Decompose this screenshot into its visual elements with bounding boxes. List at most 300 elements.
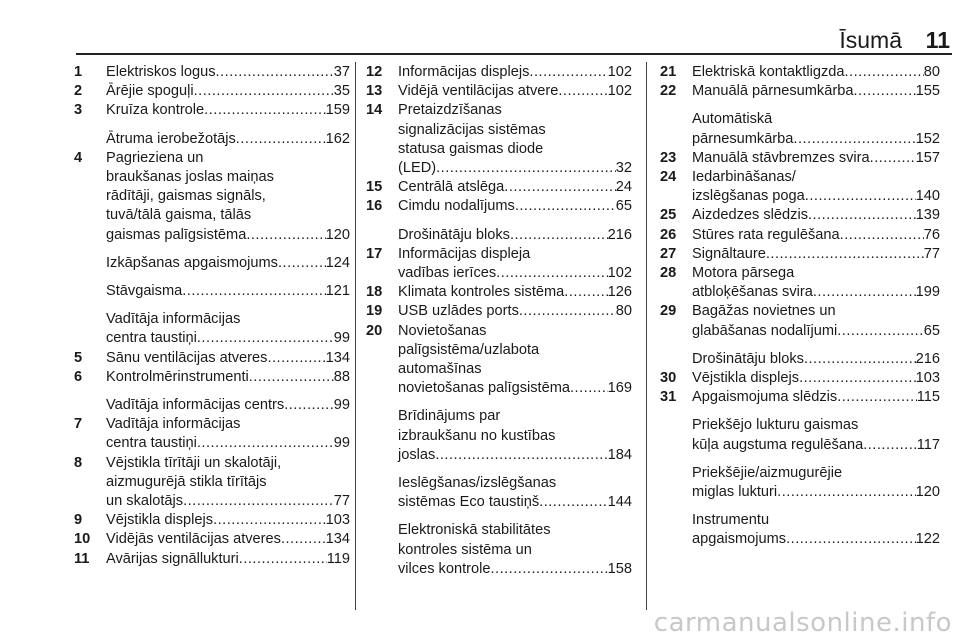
entry-text-line: USB uzlādes ports — [398, 303, 519, 320]
item-number: 14 — [366, 102, 383, 119]
page-reference: 121 — [325, 283, 350, 300]
item-number: 13 — [366, 83, 383, 100]
item-number: 4 — [74, 149, 83, 166]
index-entry — [74, 349, 350, 368]
entry-last-line — [692, 530, 940, 549]
entry-body — [398, 226, 632, 245]
entry-last-line — [398, 82, 632, 101]
entry-body — [692, 264, 940, 302]
index-entry — [366, 63, 632, 82]
dot-leader — [570, 379, 608, 398]
entry-text-line: Vadītāja informācijas — [106, 311, 241, 328]
dot-leader — [813, 283, 916, 302]
page-reference: 76 — [923, 226, 940, 243]
entry-last-line — [398, 63, 632, 82]
index-entry — [366, 226, 632, 245]
entry-body — [106, 254, 350, 273]
page-reference: 80 — [923, 64, 940, 80]
entry-text-line: Signāltaure — [692, 245, 766, 262]
page-reference: 32 — [615, 160, 632, 177]
index-entry — [660, 226, 940, 245]
entry-text-line: Vējstikla tīrītāji un skalotāji, — [106, 454, 282, 471]
entry-text-line: Pagrieziena un — [106, 149, 204, 166]
entry-last-line — [692, 322, 940, 341]
entry-body — [398, 197, 632, 216]
entry-text-line: Kruīza kontrole — [106, 102, 205, 119]
entry-text-line: Elektriskā kontaktligzda — [692, 64, 845, 80]
item-number: 9 — [74, 512, 83, 529]
index-column-2 — [366, 63, 632, 579]
entry-last-line — [398, 197, 632, 216]
page-number: 11 — [925, 27, 950, 53]
index-entry — [74, 82, 350, 101]
entry-text-line: kontroles sistēma un — [398, 541, 532, 558]
entry-last-line — [398, 159, 632, 178]
entry-body — [692, 110, 940, 148]
dot-leader — [564, 283, 607, 302]
index-entry — [366, 245, 632, 283]
page-reference: 65 — [615, 198, 632, 215]
page-reference: 120 — [325, 226, 350, 243]
page-reference: 152 — [915, 130, 940, 147]
item-number: 12 — [366, 64, 383, 80]
entry-body — [398, 322, 632, 399]
entry-text-line: Avārijas signāllukturi — [106, 550, 239, 567]
entry-body — [106, 349, 350, 368]
entry-body — [106, 130, 350, 149]
page-reference: 159 — [325, 102, 350, 119]
page-reference: 103 — [325, 512, 350, 529]
page-reference: 99 — [333, 435, 350, 452]
dot-leader — [496, 264, 607, 283]
page-reference: 216 — [607, 226, 632, 243]
index-entry — [660, 245, 940, 264]
entry-text-line: Novietošanas — [398, 322, 487, 339]
entry-last-line — [692, 206, 940, 225]
page-reference: 134 — [325, 531, 350, 548]
entry-text-line: Brīdinājums par — [398, 408, 501, 425]
page-reference: 115 — [916, 389, 940, 406]
entry-body — [106, 310, 350, 348]
entry-text-line: Informācijas displejs — [398, 64, 530, 80]
index-entry — [74, 282, 350, 301]
dot-leader — [766, 245, 924, 264]
header-rule — [76, 53, 952, 55]
index-entry — [74, 396, 350, 415]
page-reference: 126 — [607, 284, 632, 301]
entry-text-line: Vējstikla displejs — [106, 512, 214, 529]
page-reference: 199 — [915, 284, 940, 301]
entry-body — [692, 464, 940, 502]
item-number: 5 — [74, 349, 83, 366]
page-reference: 99 — [333, 330, 350, 347]
entry-last-line — [398, 446, 632, 465]
entry-text-line: vilces kontrole — [398, 560, 491, 577]
item-number: 27 — [660, 245, 677, 262]
item-number: 16 — [366, 198, 383, 215]
dot-leader — [529, 63, 607, 82]
entry-text-line: joslas — [398, 446, 436, 463]
dot-leader — [853, 82, 915, 101]
index-entry — [74, 101, 350, 120]
page-reference: 99 — [333, 397, 350, 414]
item-number: 21 — [660, 64, 677, 80]
entry-text-line: glabāšanas nodalījumi — [692, 322, 838, 339]
dot-leader — [799, 369, 916, 388]
dot-leader — [267, 349, 325, 368]
entry-last-line — [106, 511, 350, 530]
entry-text-line: automašīnas — [398, 361, 482, 378]
entry-text-line: Vidējās ventilācijas atveres — [106, 531, 281, 548]
entry-last-line — [106, 254, 350, 273]
entry-body — [398, 101, 632, 178]
page-reference: 88 — [333, 368, 350, 385]
index-entry — [74, 530, 350, 549]
index-entry — [74, 254, 350, 273]
page-reference: 102 — [607, 83, 632, 100]
entry-last-line — [692, 483, 940, 502]
entry-last-line — [106, 492, 350, 511]
item-number: 22 — [660, 83, 677, 100]
dot-leader — [837, 322, 924, 341]
entry-last-line — [692, 283, 940, 302]
entry-text-line: Cimdu nodalījums — [398, 198, 515, 215]
index-entry — [366, 82, 632, 101]
entry-text-line: palīgsistēma/uzlabota — [398, 341, 540, 358]
item-number: 18 — [366, 284, 383, 301]
page-reference: 37 — [333, 64, 350, 80]
page-reference: 102 — [607, 64, 632, 80]
entry-last-line — [106, 530, 350, 549]
entry-body — [398, 82, 632, 101]
index-entry — [74, 368, 350, 387]
entry-body — [106, 63, 350, 82]
entry-body — [106, 101, 350, 120]
entry-text-line: centra taustiņi — [106, 330, 197, 347]
dot-leader — [808, 206, 916, 225]
entry-body — [106, 396, 350, 415]
entry-text-line: atbloķēšanas svira — [692, 284, 813, 301]
item-number: 19 — [366, 303, 383, 320]
dot-leader — [194, 82, 334, 101]
dot-leader — [490, 560, 607, 579]
index-entry — [660, 206, 940, 225]
entry-text-line: Centrālā atslēga — [398, 179, 505, 196]
entry-text-line: Stūres rata regulēšana — [692, 226, 840, 243]
item-number: 28 — [660, 265, 677, 282]
watermark: carmanualsonline.info — [653, 608, 952, 638]
item-number: 2 — [74, 83, 83, 100]
entry-body — [692, 82, 940, 101]
index-column-3 — [660, 63, 940, 550]
dot-leader — [278, 254, 326, 273]
entry-text-line: Apgaismojuma slēdzis — [692, 389, 838, 406]
entry-text-line: Izkāpšanas apgaismojums — [106, 254, 278, 271]
dot-leader — [436, 159, 616, 178]
index-entry — [74, 550, 350, 569]
item-number: 25 — [660, 207, 677, 224]
entry-text-line: Priekšējie/aizmugurējie — [692, 464, 843, 481]
entry-body — [692, 302, 940, 340]
entry-text-line: izslēgšanas poga — [692, 188, 805, 205]
index-entry — [366, 283, 632, 302]
entry-text-line: rādītāji, gaismas signāls, — [106, 188, 266, 205]
entry-text-line: Sānu ventilācijas atveres — [106, 349, 268, 366]
page-reference: 216 — [915, 350, 940, 367]
entry-text-line: Ārējie spoguļi — [106, 83, 194, 100]
item-number: 3 — [74, 102, 83, 119]
entry-text-line: izbraukšanu no kustības — [398, 427, 556, 444]
entry-text-line: miglas lukturi — [692, 484, 778, 501]
dot-leader — [840, 226, 924, 245]
dot-leader — [519, 302, 616, 321]
index-entry — [74, 511, 350, 530]
index-entry — [660, 264, 940, 302]
page-reference: 162 — [325, 130, 350, 147]
entry-body — [692, 168, 940, 206]
index-entry — [74, 454, 350, 512]
entry-last-line — [692, 82, 940, 101]
dot-leader — [539, 493, 608, 512]
entry-last-line — [106, 101, 350, 120]
dot-leader — [216, 63, 334, 82]
entry-text-line: vadības ierīces — [398, 265, 497, 282]
dot-leader — [510, 226, 608, 245]
entry-last-line — [398, 283, 632, 302]
entry-text-line: Stāvgaisma — [106, 283, 183, 300]
dot-leader — [435, 446, 607, 465]
page-reference: 80 — [615, 303, 632, 320]
entry-body — [398, 474, 632, 512]
entry-body — [106, 511, 350, 530]
item-number: 6 — [74, 368, 83, 385]
item-number: 1 — [74, 64, 83, 80]
entry-body — [398, 178, 632, 197]
page-reference: 120 — [915, 484, 940, 501]
index-entry — [660, 63, 940, 82]
dot-leader — [249, 368, 334, 387]
entry-body — [692, 245, 940, 264]
entry-last-line — [692, 226, 940, 245]
index-entry — [660, 464, 940, 502]
page-reference: 103 — [915, 370, 940, 387]
index-entry — [660, 511, 940, 549]
entry-body — [398, 283, 632, 302]
entry-text-line: Drošinātāju bloks — [692, 350, 804, 367]
index-entry — [660, 369, 940, 388]
entry-body — [106, 82, 350, 101]
entry-body — [692, 63, 940, 82]
entry-text-line: Pretaizdzīšanas — [398, 102, 502, 119]
entry-last-line — [692, 369, 940, 388]
index-entry — [366, 302, 632, 321]
index-entry — [74, 149, 350, 245]
entry-last-line — [106, 349, 350, 368]
entry-body — [106, 368, 350, 387]
entry-last-line — [106, 226, 350, 245]
index-entry — [660, 82, 940, 101]
dot-leader — [863, 436, 917, 455]
entry-text-line: Vējstikla displejs — [692, 370, 800, 387]
section-title: Īsumā — [839, 27, 902, 53]
entry-body — [398, 63, 632, 82]
column-divider — [355, 62, 356, 610]
entry-body — [692, 416, 940, 454]
entry-text-line: Manuālā pārnesumkārba — [692, 83, 854, 100]
index-entry — [660, 416, 940, 454]
page-reference: 122 — [915, 531, 940, 548]
entry-body — [106, 149, 350, 245]
page-reference: 184 — [607, 446, 632, 463]
entry-last-line — [106, 329, 350, 348]
page-reference: 119 — [326, 550, 350, 567]
entry-last-line — [692, 149, 940, 168]
dot-leader — [504, 178, 615, 197]
entry-last-line — [106, 396, 350, 415]
entry-body — [692, 388, 940, 407]
dot-leader — [837, 388, 917, 407]
page-header — [76, 28, 952, 52]
index-entry — [366, 197, 632, 216]
entry-last-line — [692, 388, 940, 407]
entry-body — [106, 282, 350, 301]
entry-text-line: Vadītāja informācijas centrs — [106, 397, 285, 414]
dot-leader — [197, 434, 334, 453]
entry-last-line — [398, 302, 632, 321]
page-reference: 144 — [607, 494, 632, 511]
column-divider — [646, 62, 647, 610]
index-entry — [74, 63, 350, 82]
entry-body — [692, 149, 940, 168]
entry-text-line: pārnesumkārba — [692, 130, 794, 147]
entry-text-line: tuvā/tālā gaisma, tālās — [106, 207, 252, 224]
entry-text-line: novietošanas palīgsistēma — [398, 380, 570, 397]
entry-body — [692, 226, 940, 245]
item-number: 23 — [660, 149, 677, 166]
dot-leader — [213, 511, 326, 530]
index-entry — [74, 130, 350, 149]
item-number: 29 — [660, 303, 677, 320]
entry-text-line: Elektroniskā stabilitātes — [398, 522, 551, 539]
page-reference: 24 — [615, 179, 632, 196]
page-reference: 102 — [607, 265, 632, 282]
entry-last-line — [106, 434, 350, 453]
entry-text-line: gaismas palīgsistēma — [106, 226, 247, 243]
entry-text-line: Elektriskos logus — [106, 64, 216, 80]
entry-body — [692, 511, 940, 549]
dot-leader — [204, 101, 325, 120]
page-reference: 124 — [325, 254, 350, 271]
entry-last-line — [692, 436, 940, 455]
dot-leader — [246, 226, 325, 245]
item-number: 15 — [366, 179, 383, 196]
page-reference: 77 — [333, 493, 350, 510]
entry-text-line: Kontrolmērinstrumenti — [106, 368, 249, 385]
page-reference: 155 — [915, 83, 940, 100]
dot-leader — [515, 197, 616, 216]
dot-leader — [805, 187, 916, 206]
entry-text-line: kūļa augstuma regulēšana — [692, 436, 864, 453]
entry-body — [692, 369, 940, 388]
item-number: 10 — [74, 531, 91, 548]
index-entry — [660, 168, 940, 206]
entry-last-line — [398, 379, 632, 398]
entry-body — [106, 454, 350, 512]
index-entry — [660, 302, 940, 340]
item-number: 11 — [74, 550, 90, 567]
dot-leader — [845, 63, 924, 82]
entry-text-line: centra taustiņi — [106, 435, 197, 452]
entry-last-line — [106, 282, 350, 301]
index-entry — [660, 388, 940, 407]
dot-leader — [558, 82, 607, 101]
dot-leader — [197, 329, 334, 348]
entry-last-line — [106, 368, 350, 387]
entry-body — [398, 407, 632, 465]
page-reference: 158 — [607, 560, 632, 577]
index-entry — [366, 407, 632, 465]
entry-text-line: Instrumentu — [692, 512, 770, 529]
index-entry — [366, 101, 632, 178]
entry-text-line: Vidējā ventilācijas atvere — [398, 83, 559, 100]
entry-text-line: Informācijas displeja — [398, 245, 531, 262]
entry-last-line — [106, 130, 350, 149]
entry-text-line: Bagāžas novietnes un — [692, 303, 836, 320]
page-reference: 117 — [916, 436, 940, 453]
page-reference: 65 — [923, 322, 940, 339]
dot-leader — [284, 396, 334, 415]
entry-last-line — [398, 493, 632, 512]
entry-text-line: aizmugurējā stikla tīrītājs — [106, 473, 267, 490]
entry-text-line: Motora pārsega — [692, 265, 795, 282]
dot-leader — [786, 530, 916, 549]
entry-text-line: Ieslēgšanas/izslēgšanas — [398, 475, 557, 492]
entry-last-line — [398, 178, 632, 197]
entry-text-line: signalizācijas sistēmas — [398, 121, 546, 138]
entry-text-line: Iedarbināšanas/ — [692, 169, 796, 186]
entry-last-line — [692, 350, 940, 369]
item-number: 20 — [366, 322, 383, 339]
entry-text-line: statusa gaismas diode — [398, 140, 544, 157]
page-reference: 140 — [915, 188, 940, 205]
dot-leader — [183, 492, 334, 511]
entry-last-line — [106, 63, 350, 82]
entry-last-line — [398, 560, 632, 579]
entry-body — [692, 350, 940, 369]
item-number: 30 — [660, 370, 677, 387]
page-reference: 157 — [915, 149, 940, 166]
dot-leader — [281, 530, 326, 549]
entry-body — [106, 550, 350, 569]
index-entry — [366, 521, 632, 579]
item-number: 7 — [74, 416, 83, 433]
item-number: 17 — [366, 245, 383, 262]
entry-last-line — [692, 245, 940, 264]
page-reference: 169 — [607, 380, 632, 397]
index-entry — [74, 415, 350, 453]
entry-last-line — [106, 82, 350, 101]
entry-text-line: apgaismojums — [692, 531, 787, 548]
item-number: 31 — [660, 389, 677, 406]
entry-body — [106, 415, 350, 453]
item-number: 8 — [74, 454, 83, 471]
entry-last-line — [106, 550, 350, 569]
index-entry — [74, 310, 350, 348]
index-entry — [366, 322, 632, 399]
entry-text-line: sistēmas Eco taustiņš — [398, 494, 540, 511]
entry-last-line — [398, 264, 632, 283]
index-entry — [366, 474, 632, 512]
